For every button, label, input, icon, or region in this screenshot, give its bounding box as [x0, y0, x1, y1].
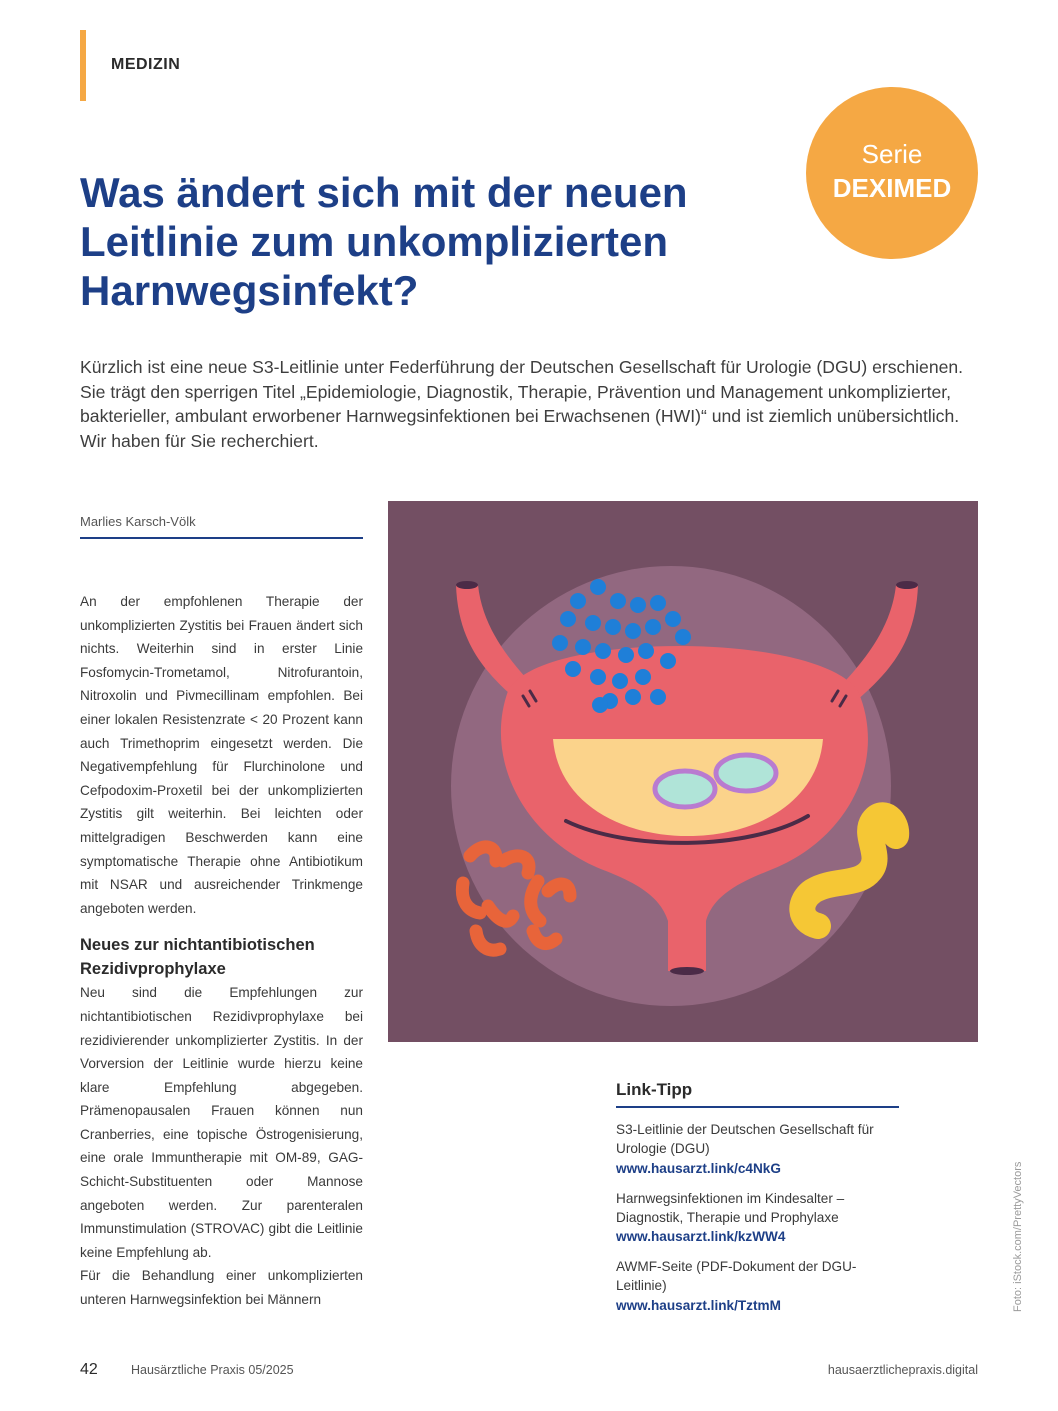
- section-accent-bar: [80, 30, 86, 101]
- link-tip-description: Harnwegsinfektionen im Kindesalter – Diagnostik, Therapie und Prophylaxe: [616, 1191, 845, 1225]
- link-tip-url[interactable]: www.hausarzt.link/TztmM: [616, 1298, 781, 1313]
- author-divider: [80, 537, 363, 539]
- body-paragraph: Neu sind die Empfehlungen zur nichtantibiotischen Rezidivprophylaxe bei rezidivierender unkomplizierter Zystitis. In der Vorversion der Leitlinie wurde hierzu keine klare Empfehlung abgegeben. Prämenopausalen Frauen können nun Cranberries, eine topische Östrogenisierung, eine orale Immuntherapie mit OM-89, GAG-Schicht-Substituenten oder Mannose angeboten werden. Zur parenteralen Immunstimulation (STROVAC) gibt die Leitlinie keine Empfehlung ab.: [80, 985, 363, 1260]
- body-paragraph: An der empfohlenen Therapie der unkomplizierten Zystitis bei Frauen ändert sich nichts. Weiterhin sind in erster Linie Fosfomycin-Trometamol, Nitrofurantoin, Nitroxolin und Pivmecillinam empfohlen. Bei einer lokalen Resistenzrate < 20 Prozent kann auch Trimethoprim eingesetzt werden. Die Negativempfehlung für Flurchinolone und Cefpodoxim-Proxetil bei der unkomplizierten Zystitis gilt weiterhin. Bei leichten oder mittelgradigen Beschwerden kann eine symptomatische Therapie ohne Antibiotikum mit NSAR und ausreichender Trinkmenge angeboten werden.: [80, 594, 363, 916]
- photo-credit: Foto: iStock.com/PrettyVectors: [1012, 1161, 1024, 1312]
- series-badge-name: DEXIMED: [832, 173, 952, 203]
- article-headline: Was ändert sich mit der neuen Leitlinie zum unkomplizierten Harnwegsinfekt?: [80, 169, 688, 314]
- bladder-illustration: [388, 501, 978, 1042]
- body-paragraph: Für die Behandlung einer unkomplizierten unteren Harnwegsinfektion bei Männern: [80, 1268, 363, 1308]
- body-subheading: Neues zur nichtantibiotischen Rezidivprophylaxe: [80, 936, 315, 979]
- article-lead: Kürzlich ist eine neue S3-Leitlinie unter Federführung der Deutschen Gesellschaft für Urologie (DGU) erschienen. Sie trägt den sperrigen Titel „Epidemiologie, Diagnostik, Therapie, Prävention und Management unkomplizierter, bakterieller, ambulant erworbener Harnwegsinfektionen bei Erwachsenen (HWI)“ und ist ziemlich unübersichtlich. Wir haben für Sie recherchiert.: [80, 357, 964, 451]
- link-tip-url[interactable]: www.hausarzt.link/c4NkG: [616, 1161, 781, 1176]
- article-body: [80, 590, 363, 1312]
- magazine-website: hausaerztlichepraxis.digital: [827, 1363, 978, 1377]
- article-author: Marlies Karsch-Völk: [80, 514, 196, 529]
- link-tip-url[interactable]: www.hausarzt.link/kzWW4: [616, 1229, 786, 1244]
- link-tip-heading: Link-Tipp: [616, 1080, 693, 1099]
- link-tip-description: S3-Leitlinie der Deutschen Gesellschaft für Urologie (DGU): [616, 1122, 874, 1156]
- link-tip-description: AWMF-Seite (PDF-Dokument der DGU-Leitlinie): [616, 1259, 857, 1293]
- magazine-issue: Hausärztliche Praxis 05/2025: [131, 1363, 294, 1377]
- section-label: MEDIZIN: [111, 56, 181, 73]
- page-number: 42: [80, 1361, 98, 1378]
- series-badge-label: Serie: [861, 139, 923, 169]
- link-tip-divider: [616, 1106, 899, 1108]
